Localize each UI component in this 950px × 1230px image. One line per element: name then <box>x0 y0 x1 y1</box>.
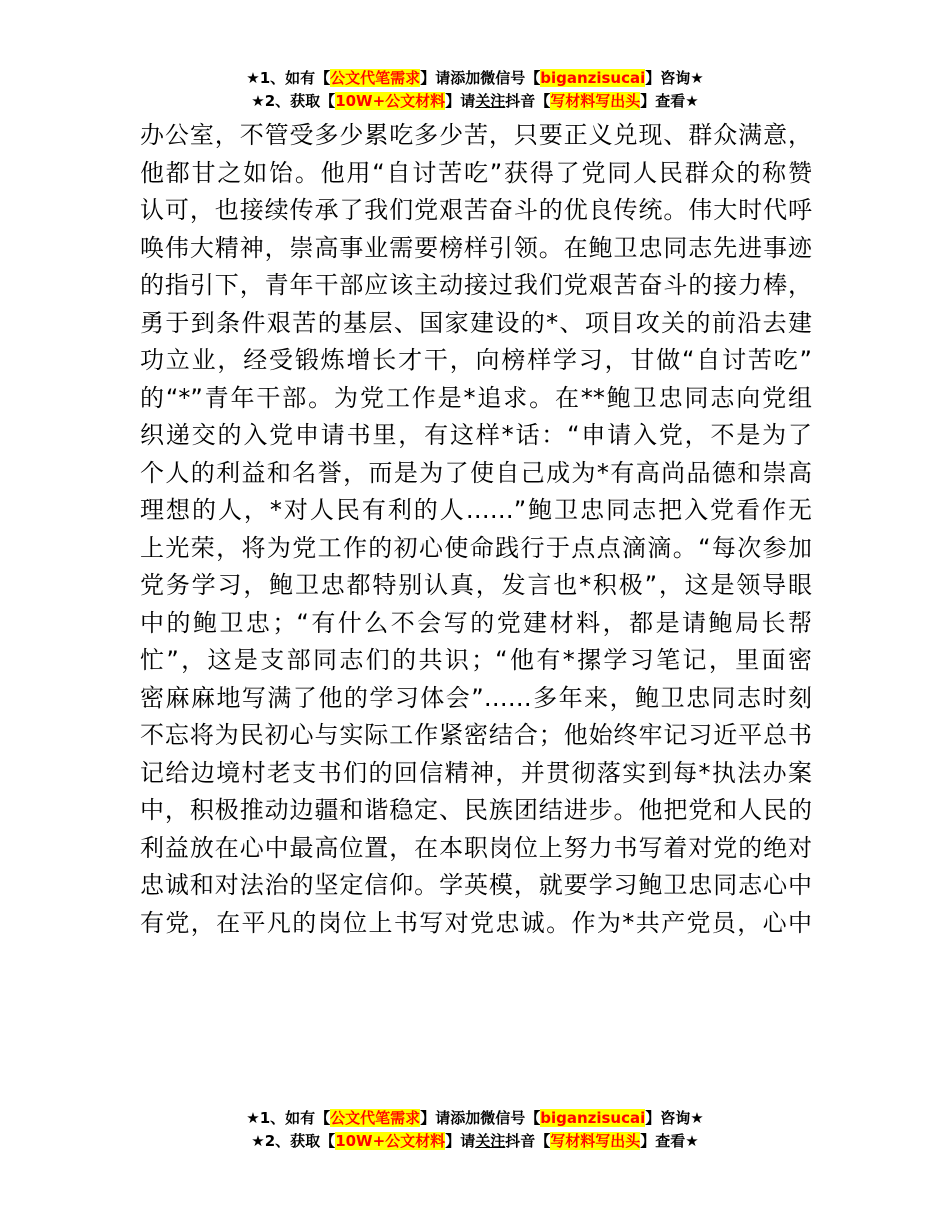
body-line: 的指引下，青年干部应该主动接过我们党艰苦奋斗的接力棒， <box>140 271 812 299</box>
banner-text: 】查看★ <box>640 1132 699 1150</box>
banner-text: 】请 <box>445 1132 476 1150</box>
wechat-id-highlight: biganzisucai <box>540 1109 646 1127</box>
body-line: 忙”，这是支部同志们的共识；“他有*摞学习笔记，里面密 <box>140 646 812 674</box>
body-line: 不忘将为民初心与实际工作紧密结合；他始终牢记习近平总书 <box>140 721 812 749</box>
banner-text: 抖音【 <box>505 1132 551 1150</box>
banner-text: 】请添加微信号【 <box>420 1109 541 1127</box>
body-line: 上光荣，将为党工作的初心使命践行于点点滴滴。“每次参加 <box>140 533 812 562</box>
wechat-id-highlight: biganzisucai <box>540 69 646 87</box>
body-line: 党务学习，鲍卫忠都特别认真，发言也*积极”，这是领导眼 <box>140 571 812 599</box>
banner-line-1 <box>0 67 950 90</box>
body-line: 的“*”青年干部。为党工作是*追求。在**鲍卫忠同志向党组 <box>140 383 812 412</box>
body-line: 有党，在平凡的岗位上书写对党忠诚。作为*共产党员，心中 <box>140 908 812 937</box>
banner-text: 】请 <box>445 92 476 110</box>
banner-line-2 <box>0 90 950 113</box>
banner-line-2 <box>0 1130 950 1153</box>
body-line: 密麻麻地写满了他的学习体会”……多年来，鲍卫忠同志时刻 <box>140 683 812 712</box>
body-line: 办公室，不管受多少累吃多少苦，只要正义兑现、群众满意， <box>140 121 812 149</box>
banner-text: ★2、获取【 <box>251 92 336 110</box>
banner-highlight: 公文代笔需求 <box>330 1109 421 1127</box>
banner-text: ★2、获取【 <box>251 1132 336 1150</box>
body-line: 忠诚和对法治的坚定信仰。学英模，就要学习鲍卫忠同志心中 <box>140 871 812 899</box>
banner-text: ★1、如有【 <box>246 1109 331 1127</box>
douyin-highlight: 写材料写出头 <box>550 1132 641 1150</box>
body-line: 功立业，经受锻炼增长才干，向榜样学习，甘做“自讨苦吃” <box>140 346 812 374</box>
banner-line-1 <box>0 1107 950 1130</box>
header-banner <box>0 67 950 113</box>
banner-text: 抖音【 <box>505 92 551 110</box>
banner-highlight: 10W+公文材料 <box>335 92 446 110</box>
body-line: 理想的人，*对人民有利的人……”鲍卫忠同志把入党看作无 <box>140 496 812 524</box>
body-line: 个人的利益和名誉，而是为了使自己成为*有高尚品德和崇高 <box>140 458 812 487</box>
banner-text: 】咨询★ <box>645 1109 704 1127</box>
banner-text: 】咨询★ <box>645 69 704 87</box>
body-line: 中的鲍卫忠；“有什么不会写的党建材料，都是请鲍局长帮 <box>140 608 812 637</box>
banner-text: ★1、如有【 <box>246 69 331 87</box>
body-line: 唤伟大精神，崇高事业需要榜样引领。在鲍卫忠同志先进事迹 <box>140 233 812 262</box>
body-line: 勇于到条件艰苦的基层、国家建设的*、项目攻关的前沿去建 <box>140 308 812 337</box>
body-line: 中，积极推动边疆和谐稳定、民族团结进步。他把党和人民的 <box>140 796 812 824</box>
banner-text: 】查看★ <box>640 92 699 110</box>
footer-banner <box>0 1107 950 1153</box>
document-body <box>140 117 812 942</box>
body-line: 认可，也接续传承了我们党艰苦奋斗的优良传统。伟大时代呼 <box>140 196 812 224</box>
body-line: 利益放在心中最高位置，在本职岗位上努力书写着对党的绝对 <box>140 833 812 862</box>
banner-highlight: 10W+公文材料 <box>335 1132 446 1150</box>
body-line: 织递交的入党申请书里，有这样*话：“申请入党，不是为了 <box>140 421 812 449</box>
banner-highlight: 公文代笔需求 <box>330 69 421 87</box>
banner-underlined: 关注 <box>475 1132 506 1150</box>
banner-text: 】请添加微信号【 <box>420 69 541 87</box>
body-line: 他都甘之如饴。他用“自讨苦吃”获得了党同人民群众的称赞 <box>140 158 812 187</box>
douyin-highlight: 写材料写出头 <box>550 92 641 110</box>
banner-underlined: 关注 <box>475 92 506 110</box>
body-line: 记给边境村老支书们的回信精神，并贯彻落实到每*执法办案 <box>140 758 812 787</box>
